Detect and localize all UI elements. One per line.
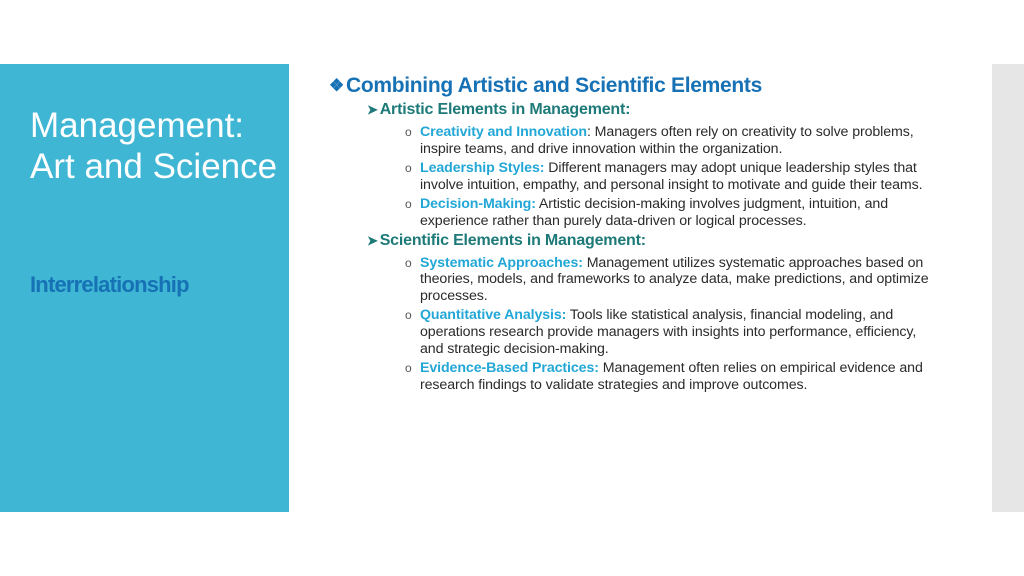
list-item — [405, 196, 929, 229]
right-margin-strip — [992, 64, 1024, 512]
list-item — [405, 124, 929, 157]
list-item — [405, 307, 929, 357]
item-text: Management often relies on empirical evidence and research findings to validate strategies and improve outcomes. — [420, 360, 923, 393]
item-term: Leadership Styles: — [420, 160, 545, 177]
item-term: Creativity and Innovation — [420, 124, 587, 140]
item-term: Quantitative Analysis: — [420, 307, 567, 324]
circle-outline-icon: o — [405, 125, 412, 139]
item-text: Management utilizes systematic approaches based on theories, models, and frameworks to analyze data, make predictions, and optimize processes. — [420, 254, 929, 304]
bullet-list — [405, 124, 929, 230]
circle-outline-icon: o — [405, 308, 412, 323]
main-heading-text: Combining Artistic and Scientific Elements — [345, 74, 762, 97]
item-text: Different managers may adopt unique leadership styles that involve intuition, empathy, and personal insight to motivate and guide their teams. — [420, 160, 923, 193]
section-scientific — [367, 230, 929, 394]
item-text: Artistic decision-making involves judgment, intuition, and experience rather than purely data-driven or logical processes. — [420, 196, 888, 229]
bullet-list — [405, 255, 929, 394]
diamond-cluster-icon: ❖ — [329, 76, 344, 95]
item-text: Tools like statistical analysis, financial modeling, and operations research provide managers with insights into performance, efficiency, and strategic decision-making. — [420, 307, 917, 357]
arrowhead-icon: ➤ — [367, 102, 378, 117]
section-heading — [367, 99, 929, 121]
section-heading-text: Scientific Elements in Management: — [379, 231, 646, 249]
circle-outline-icon: o — [405, 361, 412, 376]
list-item — [405, 255, 929, 305]
section-artistic — [367, 99, 929, 230]
list-item — [405, 160, 929, 193]
main-heading — [329, 73, 929, 99]
arrowhead-icon: ➤ — [367, 232, 378, 248]
circle-outline-icon: o — [405, 197, 412, 212]
slide-title: Management: Art and Science — [30, 106, 278, 186]
content-body — [329, 73, 929, 393]
section-heading — [367, 230, 929, 252]
item-sep: : — [587, 124, 591, 140]
circle-outline-icon: o — [405, 161, 412, 176]
list-item — [405, 360, 929, 393]
circle-outline-icon: o — [405, 255, 412, 270]
item-term: Decision-Making: — [420, 196, 536, 213]
section-heading-text: Artistic Elements in Management: — [379, 101, 631, 118]
item-text: Managers often rely on creativity to solve problems, inspire teams, and drive innovation within the organization. — [420, 124, 914, 157]
item-term: Evidence-Based Practices: — [420, 360, 599, 377]
item-term: Systematic Approaches: — [420, 254, 583, 271]
slide-subtitle: Interrelationship — [30, 272, 189, 297]
